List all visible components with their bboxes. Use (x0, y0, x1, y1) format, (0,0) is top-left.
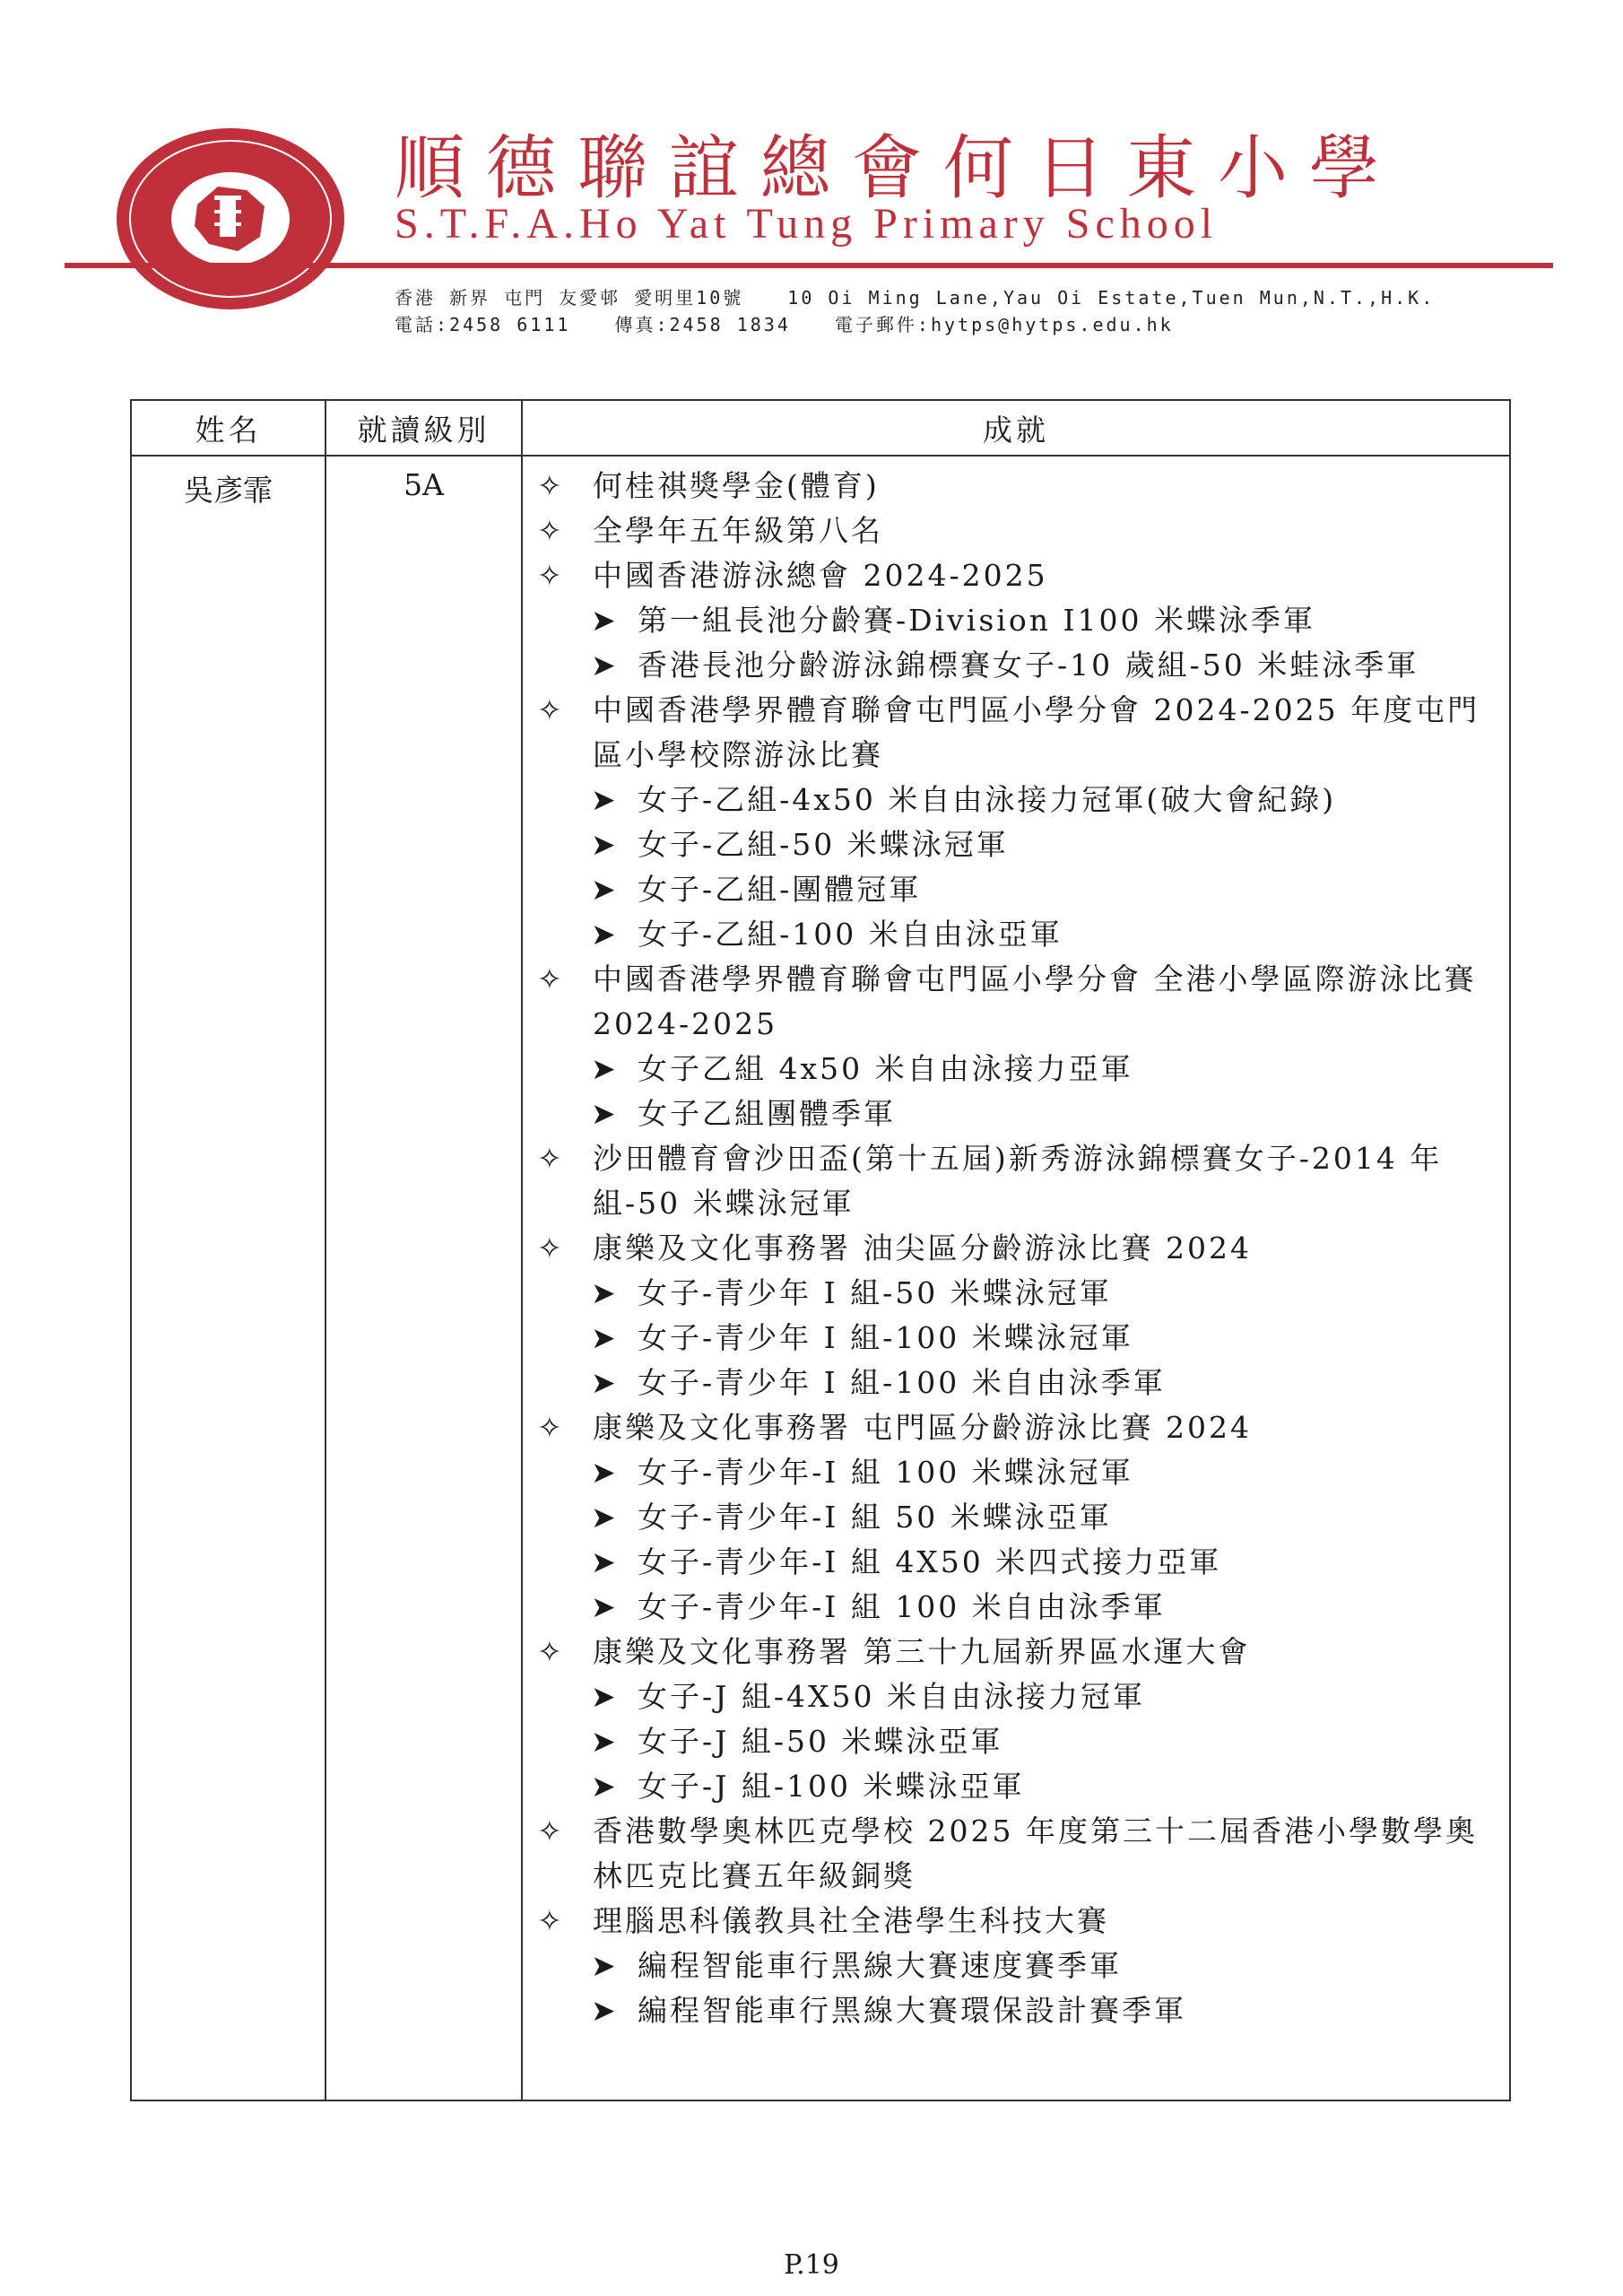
page-number: P.19 (784, 2249, 839, 2281)
fax: 傳真:2458 1834 (614, 314, 791, 335)
achievement-text: 康樂及文化事務署 第三十九屆新界區水運大會 (593, 1634, 1251, 1669)
achievement-subitem (537, 1361, 1495, 1405)
header-grade: 就讀級別 (325, 400, 522, 456)
contact-line (395, 310, 1204, 336)
arrow-bullet-icon: ➤ (591, 1365, 619, 1400)
arrow-bullet-icon: ➤ (591, 827, 619, 862)
arrow-bullet-icon: ➤ (591, 1769, 619, 1804)
arrow-bullet-icon: ➤ (591, 1589, 619, 1624)
arrow-bullet-icon: ➤ (591, 917, 619, 952)
arrow-bullet-icon: ➤ (591, 1320, 619, 1355)
achievement-text: 中國香港游泳總會 2024-2025 (593, 558, 1048, 593)
arrow-bullet-icon: ➤ (591, 603, 619, 638)
arrow-bullet-icon: ➤ (591, 782, 619, 817)
achievement-subitem (537, 912, 1495, 957)
arrow-bullet-icon: ➤ (591, 648, 619, 683)
arrow-bullet-icon: ➤ (591, 1051, 619, 1086)
student-grade: 5A (325, 456, 522, 2100)
arrow-bullet-icon: ➤ (591, 1993, 619, 2028)
arrow-bullet-icon: ➤ (591, 1455, 619, 1490)
achievement-text: 女子-青少年 I 組-50 米蝶泳冠軍 (638, 1275, 1112, 1310)
achievement-text: 女子-青少年 I 組-100 米自由泳季軍 (638, 1365, 1166, 1400)
achievement-subitem (537, 1719, 1495, 1764)
letterhead (0, 0, 1623, 359)
address-line (395, 283, 1465, 309)
diamond-bullet-icon: ✧ (537, 692, 565, 727)
header-name: 姓名 (131, 400, 325, 456)
achievement-subitem (537, 1495, 1495, 1540)
achievement-subitem (537, 1674, 1495, 1719)
achievement-text: 第一組長池分齡賽-Division I100 米蝶泳季軍 (638, 603, 1315, 638)
table-row (131, 456, 1510, 2100)
diamond-bullet-icon: ✧ (537, 513, 565, 548)
diamond-bullet-icon: ✧ (537, 1634, 565, 1669)
achievement-item (537, 1136, 1495, 1226)
arrow-bullet-icon: ➤ (591, 872, 619, 907)
diamond-bullet-icon: ✧ (537, 961, 565, 996)
student-name: 吳彥霏 (131, 456, 325, 2100)
address-zh: 香港 新界 屯門 友愛邨 愛明里10號 (395, 287, 744, 309)
achievement-subitem (537, 1450, 1495, 1495)
achievement-text: 香港數學奧林匹克學校 2025 年度第三十二屆香港小學數學奧林匹克比賽五年級銅獎 (593, 1813, 1478, 1893)
achievement-text: 中國香港學界體育聯會屯門區小學分會 全港小學區際游泳比賽 2024-2025 (593, 961, 1477, 1041)
arrow-bullet-icon: ➤ (591, 1724, 619, 1759)
achievement-subitem (537, 867, 1495, 912)
telephone: 電話:2458 6111 (395, 314, 571, 335)
achievement-text: 編程智能車行黑線大賽環保設計賽季軍 (638, 1993, 1186, 2028)
address-en: 10 Oi Ming Lane,Yau Oi Estate,Tuen Mun,N.T.,H.K. (787, 287, 1436, 309)
achievement-text: 女子-J 組-4X50 米自由泳接力冠軍 (638, 1679, 1145, 1714)
achievement-list (522, 456, 1510, 2100)
diamond-bullet-icon: ✧ (537, 468, 565, 503)
achievement-text: 香港長池分齡游泳錦標賽女子-10 歲組-50 米蛙泳季軍 (638, 648, 1419, 683)
achievement-subitem (537, 643, 1495, 688)
arrow-bullet-icon: ➤ (591, 1275, 619, 1310)
achievement-subitem (537, 1047, 1495, 1091)
diamond-bullet-icon: ✧ (537, 1813, 565, 1848)
header-achievements: 成就 (522, 400, 1510, 456)
achievement-subitem (537, 1585, 1495, 1630)
achievement-item (537, 1630, 1495, 1674)
school-logo (112, 124, 350, 314)
email: 電子郵件:hytps@hytps.edu.hk (834, 314, 1174, 335)
diamond-bullet-icon: ✧ (537, 1903, 565, 1938)
achievement-item (537, 957, 1495, 1047)
achievement-item (537, 1809, 1495, 1899)
achievement-item (537, 1899, 1495, 1944)
achievement-text: 女子-青少年 I 組-100 米蝶泳冠軍 (638, 1320, 1133, 1355)
diamond-bullet-icon: ✧ (537, 558, 565, 593)
achievement-item (537, 509, 1495, 553)
arrow-bullet-icon: ➤ (591, 1500, 619, 1535)
achievement-subitem (537, 1988, 1495, 2033)
achievement-subitem (537, 1271, 1495, 1316)
achievement-text: 沙田體育會沙田盃(第十五屆)新秀游泳錦標賽女子-2014 年組-50 米蝶泳冠軍 (593, 1141, 1443, 1221)
achievement-subitem (537, 598, 1495, 643)
achievement-item (537, 688, 1495, 778)
achievement-text: 女子-乙組-50 米蝶泳冠軍 (638, 827, 1009, 862)
achievement-text: 理腦思科儀教具社全港學生科技大賽 (593, 1903, 1109, 1938)
school-name-en: S.T.F.A.Ho Yat Tung Primary School (395, 200, 1219, 248)
diamond-bullet-icon: ✧ (537, 1141, 565, 1176)
achievement-subitem (537, 822, 1495, 867)
achievement-subitem (537, 1540, 1495, 1585)
achievement-text: 編程智能車行黑線大賽速度賽季軍 (638, 1948, 1122, 1983)
achievement-text: 中國香港學界體育聯會屯門區小學分會 2024-2025 年度屯門區小學校際游泳比賽 (593, 692, 1480, 772)
arrow-bullet-icon: ➤ (591, 1679, 619, 1714)
header-divider (65, 263, 1553, 268)
achievement-item (537, 464, 1495, 509)
arrow-bullet-icon: ➤ (591, 1096, 619, 1131)
arrow-bullet-icon: ➤ (591, 1948, 619, 1983)
diamond-bullet-icon: ✧ (537, 1410, 565, 1445)
achievement-item (537, 1226, 1495, 1271)
achievement-text: 女子-乙組-100 米自由泳亞軍 (638, 917, 1063, 952)
achievement-subitem (537, 1944, 1495, 1988)
achievement-text: 女子乙組 4x50 米自由泳接力亞軍 (638, 1051, 1133, 1086)
achievement-text: 女子-乙組-4x50 米自由泳接力冠軍(破大會紀錄) (638, 782, 1337, 817)
achievement-text: 女子-乙組-團體冠軍 (638, 872, 922, 907)
achievement-text: 康樂及文化事務署 屯門區分齡游泳比賽 2024 (593, 1410, 1252, 1445)
achievement-text: 女子-青少年-I 組 50 米蝶泳亞軍 (638, 1500, 1112, 1535)
achievement-subitem (537, 1316, 1495, 1361)
achievement-text: 女子乙組團體季軍 (638, 1096, 896, 1131)
achievement-subitem (537, 1764, 1495, 1809)
achievement-subitem (537, 1091, 1495, 1136)
achievement-subitem (537, 778, 1495, 822)
table-header-row (131, 400, 1510, 456)
school-name-zh: 順德聯誼總會何日東小學 (395, 128, 1402, 209)
achievement-text: 女子-青少年-I 組 100 米蝶泳冠軍 (638, 1455, 1133, 1490)
achievement-text: 何桂祺獎學金(體育) (593, 468, 880, 503)
diamond-bullet-icon: ✧ (537, 1231, 565, 1265)
achievement-text: 全學年五年級第八名 (593, 513, 883, 548)
achievement-text: 女子-青少年-I 組 4X50 米四式接力亞軍 (638, 1544, 1222, 1579)
achievement-item (537, 553, 1495, 598)
achievement-text: 康樂及文化事務署 油尖區分齡游泳比賽 2024 (593, 1231, 1252, 1265)
achievement-text: 女子-青少年-I 組 100 米自由泳季軍 (638, 1589, 1166, 1624)
achievement-text: 女子-J 組-50 米蝶泳亞軍 (638, 1724, 1003, 1759)
achievement-text: 女子-J 組-100 米蝶泳亞軍 (638, 1769, 1025, 1804)
achievement-item (537, 1405, 1495, 1450)
achievement-table (130, 399, 1511, 2101)
arrow-bullet-icon: ➤ (591, 1544, 619, 1579)
